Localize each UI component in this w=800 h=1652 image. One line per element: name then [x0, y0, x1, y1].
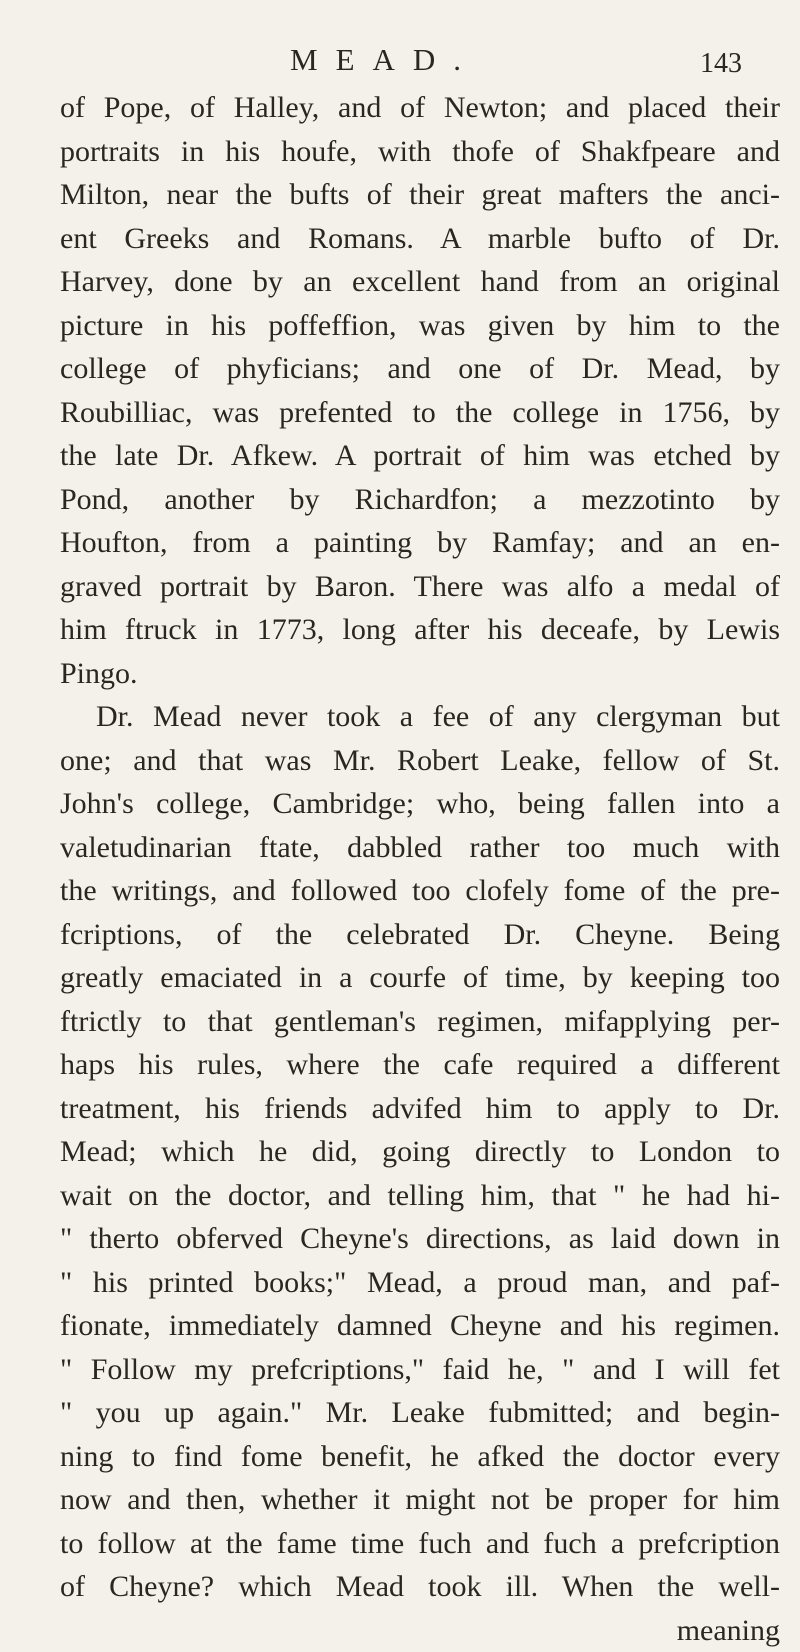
text-line: ent Greeks and Romans. A marble bufto of Dr.: [60, 217, 780, 261]
text-line: ning to find fome benefit, he afked the doctor every: [60, 1435, 780, 1479]
text-line: Milton, near the bufts of their great mafters the anci-: [60, 173, 780, 217]
text-line: of Cheyne? which Mead took ill. When the well-: [60, 1565, 780, 1609]
text-line: the late Dr. Afkew. A portrait of him was etched by: [60, 434, 780, 478]
text-line: fionate, immediately damned Cheyne and his regimen.: [60, 1304, 780, 1348]
text-line: John's college, Cambridge; who, being fallen into a: [60, 782, 780, 826]
text-line: " you up again." Mr. Leake fubmitted; and begin-: [60, 1391, 780, 1435]
text-line: one; and that was Mr. Robert Leake, fellow of St.: [60, 739, 780, 783]
text-line: portraits in his houfe, with thofe of Shakfpeare and: [60, 130, 780, 174]
text-line: Roubilliac, was prefented to the college in 1756, by: [60, 391, 780, 435]
text-line: college of phyficians; and one of Dr. Mead, by: [60, 347, 780, 391]
catchword: meaning: [60, 1609, 780, 1652]
text-line: graved portrait by Baron. There was alfo a medal of: [60, 565, 780, 609]
text-line: treatment, his friends advifed him to apply to Dr.: [60, 1087, 780, 1131]
text-line: " his printed books;" Mead, a proud man, and paf-: [60, 1261, 780, 1305]
body-text: [60, 86, 780, 1652]
text-line: haps his rules, where the cafe required a different: [60, 1043, 780, 1087]
text-line: valetudinarian ftate, dabbled rather too much with: [60, 826, 780, 870]
text-line: Mead; which he did, going directly to London to: [60, 1130, 780, 1174]
text-line: Pond, another by Richardfon; a mezzotinto by: [60, 478, 780, 522]
text-line: ftrictly to that gentleman's regimen, mifapplying per-: [60, 1000, 780, 1044]
text-line: " Follow my prefcriptions," faid he, " and I will fet: [60, 1348, 780, 1392]
text-line: greatly emaciated in a courfe of time, by keeping too: [60, 956, 780, 1000]
page-number: 143: [700, 48, 742, 80]
paragraph-start-line: Dr. Mead never took a fee of any clergyman but: [60, 695, 780, 739]
running-head: MEAD.: [290, 42, 479, 78]
text-line: " therto obferved Cheyne's directions, as laid down in: [60, 1217, 780, 1261]
text-line: wait on the doctor, and telling him, that " he had hi-: [60, 1174, 780, 1218]
page-header: [0, 42, 800, 86]
text-line: Harvey, done by an excellent hand from an original: [60, 260, 780, 304]
text-line: him ftruck in 1773, long after his deceafe, by Lewis: [60, 608, 780, 652]
paragraph-end-line: Pingo.: [60, 652, 780, 696]
text-line: Houfton, from a painting by Ramfay; and an en-: [60, 521, 780, 565]
text-line: picture in his poffeffion, was given by him to the: [60, 304, 780, 348]
text-line: of Pope, of Halley, and of Newton; and placed their: [60, 86, 780, 130]
text-line: to follow at the fame time fuch and fuch a prefcription: [60, 1522, 780, 1566]
text-line: now and then, whether it might not be proper for him: [60, 1478, 780, 1522]
text-line: fcriptions, of the celebrated Dr. Cheyne. Being: [60, 913, 780, 957]
text-line: the writings, and followed too clofely fome of the pre-: [60, 869, 780, 913]
